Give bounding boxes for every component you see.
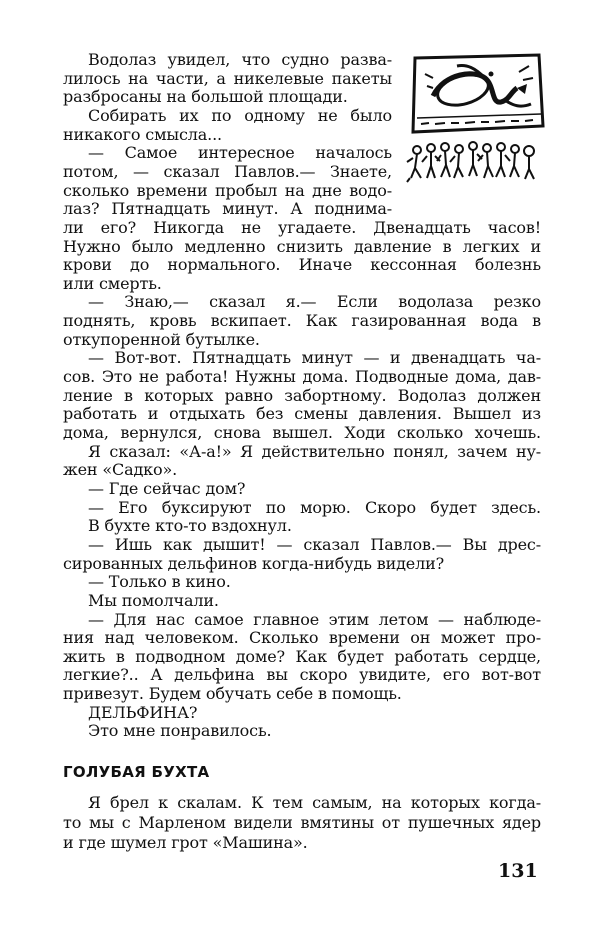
section-heading: ГОЛУБАЯ БУХТА (63, 763, 210, 781)
text-line: — Знаю,— сказал я.— Если водолаза резко (88, 292, 541, 312)
text-line: Собирать их по одному не было (88, 105, 392, 125)
text-line: Я брел к скалам. К тем самым, на которых когда- (88, 793, 541, 812)
text-line: — Где сейчас дом? (88, 478, 246, 498)
dolphin-illustration (405, 52, 547, 195)
text-line: жен «Садко». (63, 460, 178, 480)
text-line: привезут. Будем обучать себе в помощь. (63, 684, 402, 704)
text-line: и где шумел грот «Машина». (63, 833, 308, 852)
text-line: — Вот-вот. Пятнадцать минут — и двенадцать ча- (88, 348, 541, 368)
text-line: Это мне понравилось. (88, 721, 272, 741)
text-line: Мы помолчали. (88, 590, 219, 610)
text-line: лаз? Пятнадцать минут. А поднима- (63, 199, 392, 219)
text-line: Нужно было медленно снизить давление в легких и (63, 236, 541, 256)
text-line: — Для нас самое главное этим летом — наблюде- (88, 609, 541, 629)
text-line: ния над человеком. Сколько времени он может про- (63, 628, 541, 648)
text-line: Водолаз увидел, что судно разва- (88, 50, 392, 69)
text-line: — Самое интересное началось (88, 143, 392, 163)
page-number: 131 (498, 860, 538, 882)
text-line: ли его? Никогда не угадаете. Двенадцать часов! (63, 217, 541, 237)
text-line: В бухте кто-то вздохнул. (88, 516, 292, 536)
text-line: или смерть. (63, 273, 162, 293)
text-line: — Его буксируют по морю. Скоро будет здесь. (88, 497, 541, 517)
text-line: разбросаны на большой площади. (63, 87, 348, 107)
text-line: ДЕЛЬФИНА? (88, 702, 198, 722)
text-line: поднять, кровь вскипает. Как газированная вода в (63, 311, 541, 331)
text-line: работать и отдыхать без смены давления. Вышел из (63, 404, 541, 424)
text-line: ление в которых равно забортному. Водолаз должен (63, 385, 541, 405)
text-line: сов. Это не работа! Нужны дома. Подводные дома, дав- (63, 367, 541, 387)
text-line: — Только в кино. (88, 572, 231, 592)
text-line: то мы с Марленом видели вмятины от пушечных ядер (63, 813, 541, 832)
text-line: откупоренной бутылке. (63, 329, 260, 349)
text-line: лилось на части, а никелевые пакеты (63, 68, 392, 88)
text-line: сколько времени пробыл на дне водо- (63, 180, 392, 200)
text-line: легкие?.. А дельфина вы скоро увидите, его вот-вот (63, 665, 541, 685)
text-line: Я сказал: «А-а!» Я действительно понял, зачем ну- (88, 441, 541, 461)
text-line: дома, вернулся, снова вышел. Ходи сколько хочешь. (63, 423, 541, 442)
text-line: никакого смысла... (63, 124, 222, 144)
text-line: крови до нормального. Иначе кессонная болезнь (63, 255, 541, 275)
text-line: жить в подводном доме? Как будет работать сердце, (63, 646, 541, 666)
text-line: сированных дельфинов когда-нибудь видели? (63, 553, 445, 573)
text-line: потом, — сказал Павлов.— Знаете, (63, 161, 392, 181)
text-line: — Ишь как дышит! — сказал Павлов.— Вы дрес- (88, 534, 541, 554)
